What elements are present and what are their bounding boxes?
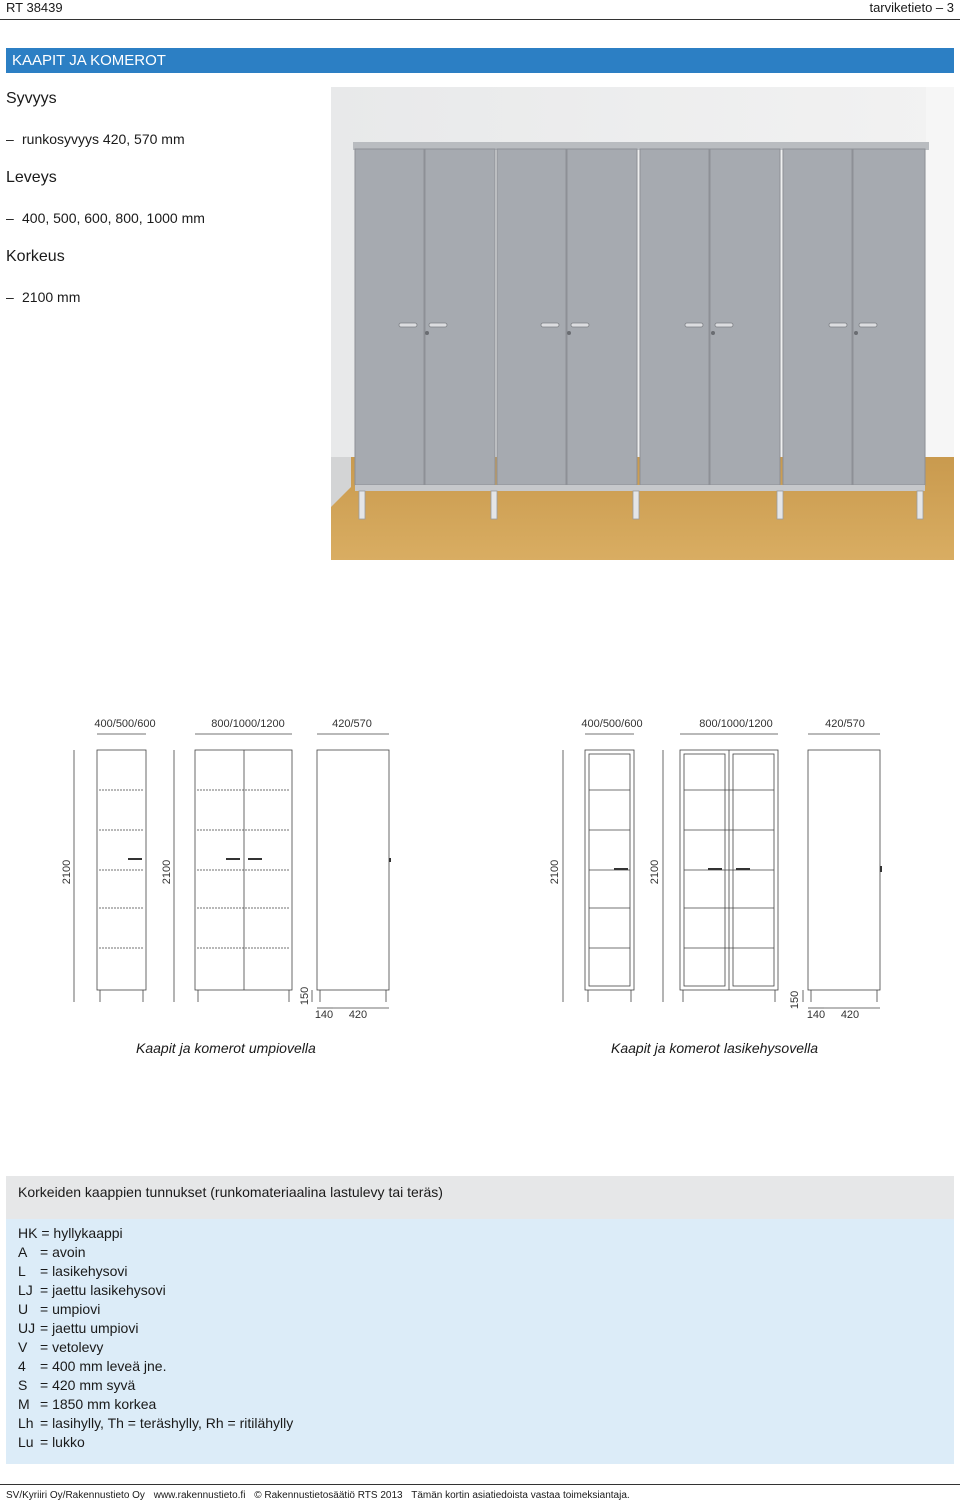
cabinet-photo — [331, 87, 954, 560]
footer-copyright: © Rakennustietosäätiö RTS 2013 — [254, 1490, 403, 1501]
caption-solid-door: Kaapit ja komerot umpiovella — [136, 1040, 316, 1056]
legend-value: = 420 mm syvä — [40, 1377, 136, 1393]
legend-title: Korkeiden kaappien tunnukset (runkomateriaalina lastulevy tai teräs) — [18, 1184, 443, 1200]
legend-key: A — [18, 1244, 28, 1260]
legend-row — [18, 1434, 85, 1450]
legend-key: V — [18, 1339, 28, 1355]
drawing-right-group — [563, 734, 880, 1008]
section-title: KAAPIT JA KOMEROT — [12, 52, 166, 69]
legend-key: L — [18, 1263, 26, 1279]
legend-key: S — [18, 1377, 28, 1393]
legend-row — [18, 1320, 138, 1336]
spec-heading-width: Leveys — [6, 169, 57, 186]
left-height-label-1: 2100 — [61, 859, 73, 885]
legend-value: = 1850 mm korkea — [40, 1396, 157, 1412]
right-width-a-label: 400/500/600 — [581, 718, 643, 730]
legend-key: M — [18, 1396, 30, 1412]
legend-value: = lasikehysovi — [40, 1263, 128, 1279]
legend-key: 4 — [18, 1358, 26, 1374]
legend-body — [6, 1219, 954, 1464]
cabinet-drawings — [0, 700, 960, 1050]
right-leg-height-label: 150 — [789, 990, 801, 1010]
legend-key: UJ — [18, 1320, 36, 1336]
legend-header — [6, 1176, 954, 1219]
left-leg-height-label: 150 — [299, 986, 311, 1006]
legend-key: U — [18, 1301, 29, 1317]
header-divider — [0, 19, 960, 20]
spec-item-height-text: 2100 mm — [22, 289, 81, 305]
legend-value: = vetolevy — [40, 1339, 104, 1355]
legend-row — [18, 1282, 166, 1298]
legend-row — [18, 1301, 100, 1317]
legend-value: = lukko — [40, 1434, 85, 1450]
legend-row — [18, 1358, 166, 1374]
legend-row — [18, 1339, 103, 1355]
footer-divider — [0, 1484, 960, 1485]
left-height-label-2: 2100 — [161, 859, 173, 885]
left-depth-label: 420/570 — [332, 718, 372, 730]
caption-glass-door: Kaapit ja komerot lasikehysovella — [611, 1040, 818, 1056]
right-height-label-2: 2100 — [649, 859, 661, 885]
document-id: RT 38439 — [6, 0, 63, 15]
footer — [6, 1490, 636, 1501]
spec-item-height: – 2100 mm — [6, 289, 81, 305]
spec-item-depth-text: runkosyvyys 420, 570 mm — [22, 131, 185, 147]
left-width-a-label: 400/500/600 — [94, 718, 156, 730]
legend-value: = lasihylly, Th = teräshylly, Rh = ritilähylly — [40, 1415, 294, 1431]
legend-row-hk — [18, 1225, 123, 1241]
footer-publisher: SV/Kyriiri Oy/Rakennustieto Oy — [6, 1490, 145, 1501]
legend-value: = jaettu lasikehysovi — [40, 1282, 166, 1298]
right-height-label-1: 2100 — [549, 859, 561, 885]
right-leg-dim-label: 140 — [806, 1009, 826, 1021]
spec-heading-height: Korkeus — [6, 248, 65, 265]
right-depth-dim-label: 420 — [840, 1009, 860, 1021]
legend-key: HK — [18, 1225, 38, 1241]
legend-value: = jaettu umpiovi — [40, 1320, 139, 1336]
legend-key: Lh — [18, 1415, 34, 1431]
right-width-b-label: 800/1000/1200 — [699, 718, 773, 730]
left-depth-dim-label: 420 — [348, 1009, 368, 1021]
footer-url[interactable]: www.rakennustieto.fi — [153, 1490, 246, 1501]
legend-value: = 400 mm leveä jne. — [40, 1358, 167, 1374]
legend-row — [18, 1377, 135, 1393]
legend-value: = umpiovi — [40, 1301, 101, 1317]
spec-item-width-text: 400, 500, 600, 800, 1000 mm — [22, 210, 205, 226]
legend-row — [18, 1415, 293, 1431]
left-leg-dim-label: 140 — [314, 1009, 334, 1021]
legend-row — [18, 1263, 128, 1279]
section-title-bar — [6, 48, 954, 73]
spec-heading-depth: Syvyys — [6, 90, 57, 107]
header-category: tarviketieto – 3 — [869, 0, 954, 15]
left-width-b-label: 800/1000/1200 — [211, 718, 285, 730]
drawing-left-group — [74, 734, 389, 1008]
right-depth-label: 420/570 — [825, 718, 865, 730]
legend-value: = hyllykaappi — [41, 1225, 123, 1241]
legend-row — [18, 1244, 86, 1260]
legend-key: Lu — [18, 1434, 34, 1450]
legend-value: = avoin — [40, 1244, 86, 1260]
legend-row — [18, 1396, 156, 1412]
footer-notice: Tämän kortin asiatiedoista vastaa toimeksiantaja. — [411, 1490, 630, 1501]
legend-key: LJ — [18, 1282, 33, 1298]
spec-item-depth: – runkosyvyys 420, 570 mm — [6, 131, 185, 147]
spec-item-width: – 400, 500, 600, 800, 1000 mm — [6, 210, 205, 226]
